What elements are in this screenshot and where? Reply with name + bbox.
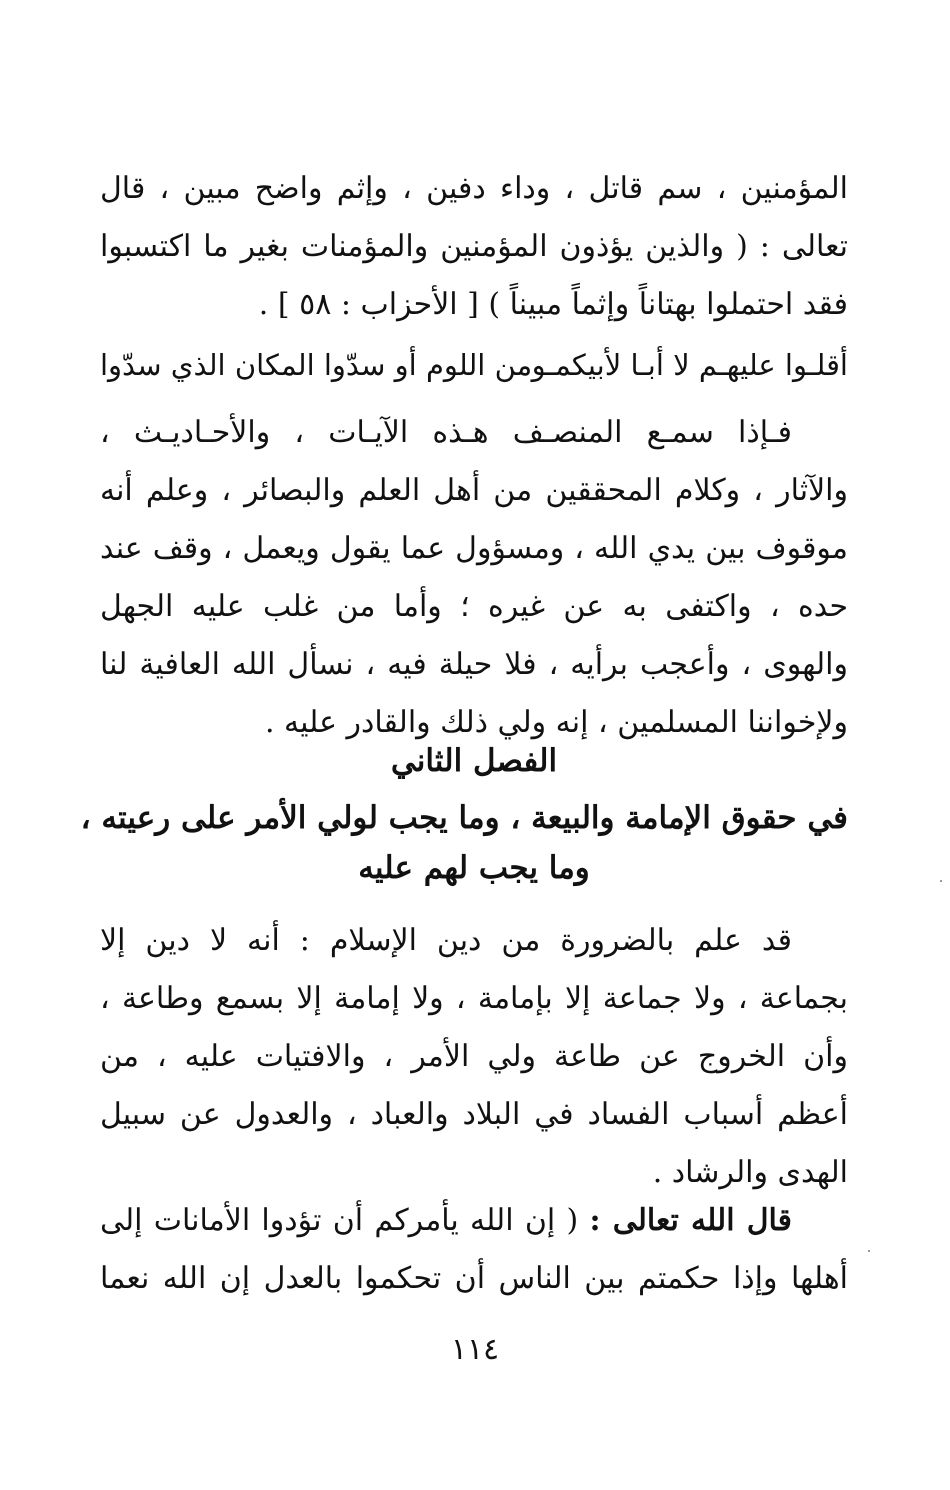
paragraph-3-line-3: وأن الخروج عن طاعة ولي الأمر ، والافتيات عليه ، من	[100, 1039, 848, 1074]
paragraph-4-line-1-rest: ( إن الله يأمركم أن تؤدوا الأمانات إلى	[100, 1203, 579, 1238]
paragraph-4	[100, 1192, 848, 1308]
verse-first-hemistich: أقلـوا عليهـم لا أبـا لأبيكمـو	[531, 348, 848, 382]
paragraph-4-lead: قال الله تعالى :	[589, 1203, 792, 1238]
verse-second-hemistich: من اللوم أو سدّوا المكان الذي سدّوا	[100, 348, 533, 382]
paragraph-2	[100, 404, 848, 752]
paragraph-2-line-3: موقوف بين يدي الله ، ومسؤول عما يقول ويعمل ، وقف عند	[100, 531, 848, 566]
paragraph-3-line-2: بجماعة ، ولا جماعة إلا بإمامة ، ولا إمامة إلا بسمع وطاعة ،	[100, 981, 848, 1016]
paragraph-4-line-2: أهلها وإذا حكمتم بين الناس أن تحكموا بالعدل إن الله نعما	[100, 1261, 848, 1296]
chapter-title: الفصل الثاني	[390, 743, 558, 779]
paragraph-1-line-3: فقد احتملوا بهتاناً وإثماً مبيناً ) [ الأحزاب : ٥٨ ] .	[258, 287, 848, 322]
paragraph-3-line-5: الهدى والرشاد .	[652, 1155, 848, 1190]
chapter-subtitle-line-2: وما يجب لهم عليه	[358, 850, 590, 886]
paragraph-2-line-1: فـإذا سمـع المنصـف هـذه الآيـات ، والأحـاديـث ،	[100, 415, 792, 450]
paragraph-2-line-6: ولإخواننا المسلمين ، إنه ولي ذلك والقادر عليه .	[264, 705, 848, 740]
chapter-subtitle-line-1: في حقوق الإمامة والبيعة ، وما يجب لولي الأمر على رعيته ،	[80, 800, 848, 836]
paragraph-3	[100, 912, 848, 1202]
paragraph-4-line-1	[100, 1192, 848, 1250]
paragraph-1-line-2: تعالى : ( والذين يؤذون المؤمنين والمؤمنات بغير ما اكتسبوا	[100, 229, 848, 264]
margin-speck	[868, 1250, 870, 1252]
page-number: ١١٤	[450, 1332, 500, 1367]
paragraph-1	[100, 160, 848, 334]
paragraph-2-line-5: والهوى ، وأعجب برأيه ، فلا حيلة فيه ، نسأل الله العافية لنا	[100, 647, 848, 682]
paragraph-1-line-1: المؤمنين ، سم قاتل ، وداء دفين ، وإثم واضح مبين ، قال	[100, 171, 848, 206]
margin-speck	[940, 880, 942, 882]
poetry-verse	[100, 336, 848, 394]
paragraph-2-line-2: والآثار ، وكلام المحققين من أهل العلم والبصائر ، وعلم أنه	[100, 473, 848, 508]
paragraph-3-line-1: قد علم بالضرورة من دين الإسلام : أنه لا دين إلا	[100, 923, 792, 958]
paragraph-2-line-4: حده ، واكتفى به عن غيره ؛ وأما من غلب عليه الجهل	[100, 589, 848, 624]
paragraph-3-line-4: أعظم أسباب الفساد في البلاد والعباد ، والعدول عن سبيل	[100, 1097, 848, 1132]
